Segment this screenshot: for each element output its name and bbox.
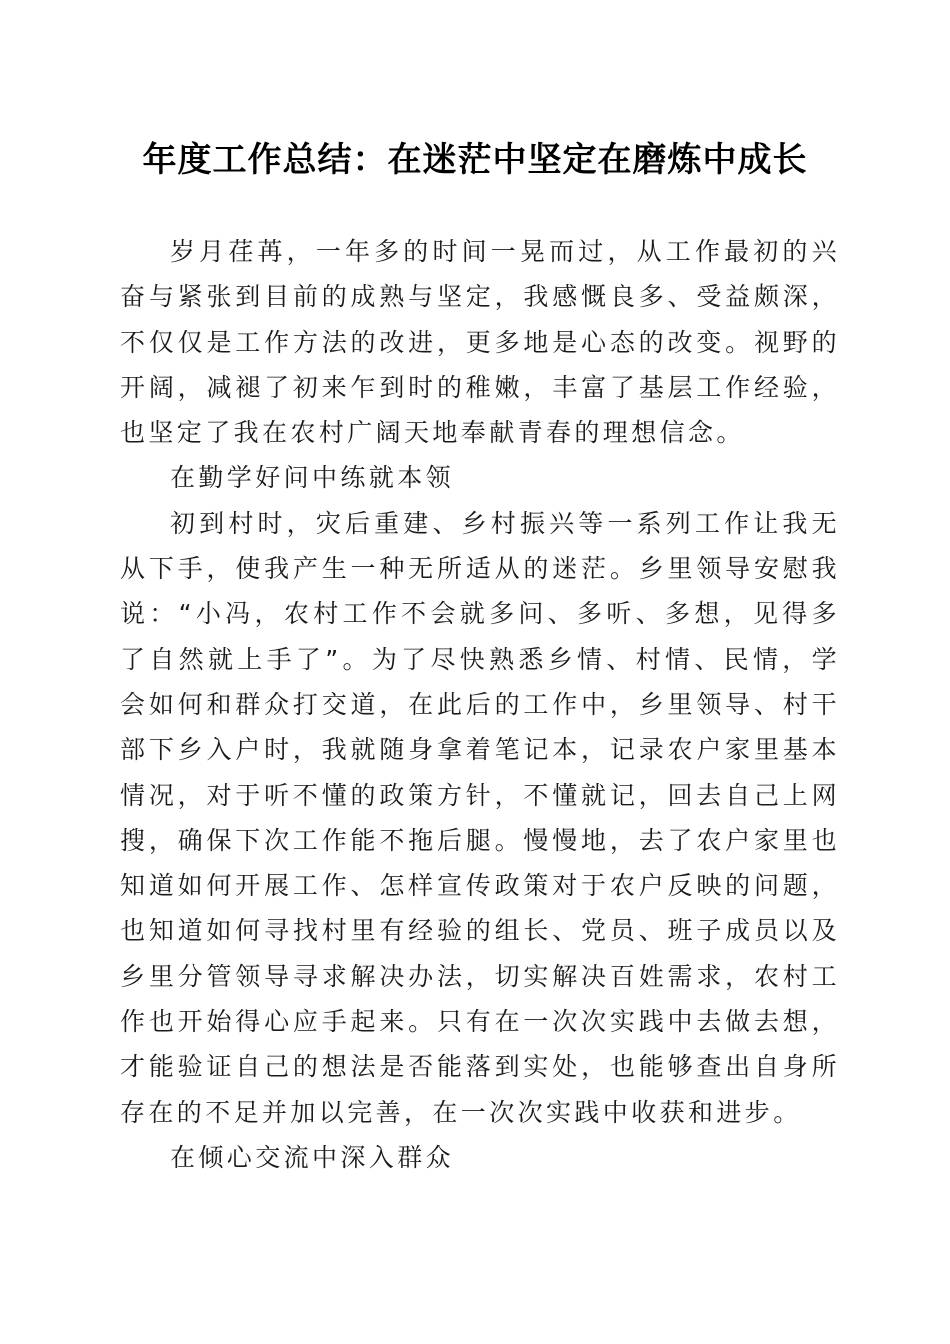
- paragraph-line: 使我产生一种无所适从的迷茫。乡里领导安慰我说：“小冯，: [120, 554, 840, 629]
- paragraph-study: [120, 501, 840, 1135]
- document-body: [120, 229, 840, 1180]
- section-heading-communication: 在倾心交流中深入群众: [170, 1142, 455, 1172]
- paragraph-line: 工作也开始得心应手起来。只有在一次次实践中去做去想，才: [120, 961, 840, 1082]
- paragraph-line: 去了农户家里也知道如何开展工作、怎样宣传政策对于农户反: [120, 825, 840, 901]
- paragraph-line: 笔记本，记录农户家里基本情况，对于听不懂的政策方针，不: [120, 735, 840, 810]
- paragraph-line: 能验证自己的想法是否能落到实处，也能够查出自身所存在的: [120, 1052, 840, 1127]
- paragraph-intro: [120, 229, 840, 455]
- document-title: 年度工作总结：在迷茫中坚定在磨炼中成长: [142, 140, 808, 180]
- paragraph-line: 作方法的改进，更多地是心态的改变。视野的开阔，减褪了初: [120, 327, 840, 402]
- paragraph-line: 懂就记，回去自己上网搜，确保下次工作能不拖后腿。慢慢地，: [120, 780, 840, 855]
- paragraph-line: 岁月荏苒，一年多的时间一晃而过，从工作最初的兴奋与紧: [120, 237, 840, 312]
- paragraph-line: 员以及乡里分管领导寻求解决办法，切实解决百姓需求，农村: [120, 916, 841, 991]
- paragraph-line: 不足并加以完善，在一次次实践中收获和进步。: [205, 1097, 802, 1127]
- paragraph-line: 张到目前的成熟与坚定，我感慨良多、受益颇深，不仅仅是工: [120, 282, 840, 357]
- paragraph-line: 农村工作不会就多问、多听、多想，见得多了自然就上手了”。: [120, 599, 841, 674]
- paragraph-line: 阔天地奉献青春的理想信念。: [375, 418, 745, 448]
- section-heading-study: 在勤学好问中练就本领: [170, 463, 455, 493]
- paragraph-line: 映的问题，也知道如何寻找村里有经验的组长、党员、班子成: [120, 871, 840, 946]
- paragraph-line: 来乍到时的稚嫩，丰富了基层工作经验，也坚定了我在农村广: [120, 372, 840, 448]
- paragraph-line: 初到村时，灾后重建、乡村振兴等一系列工作让我无从下手，: [120, 508, 840, 584]
- paragraph-line: 此后的工作中，乡里领导、村干部下乡入户时，我就随身拿着: [120, 689, 840, 765]
- paragraph-line: 为了尽快熟悉乡情、村情、民情，学会如何和群众打交道，在: [120, 644, 840, 719]
